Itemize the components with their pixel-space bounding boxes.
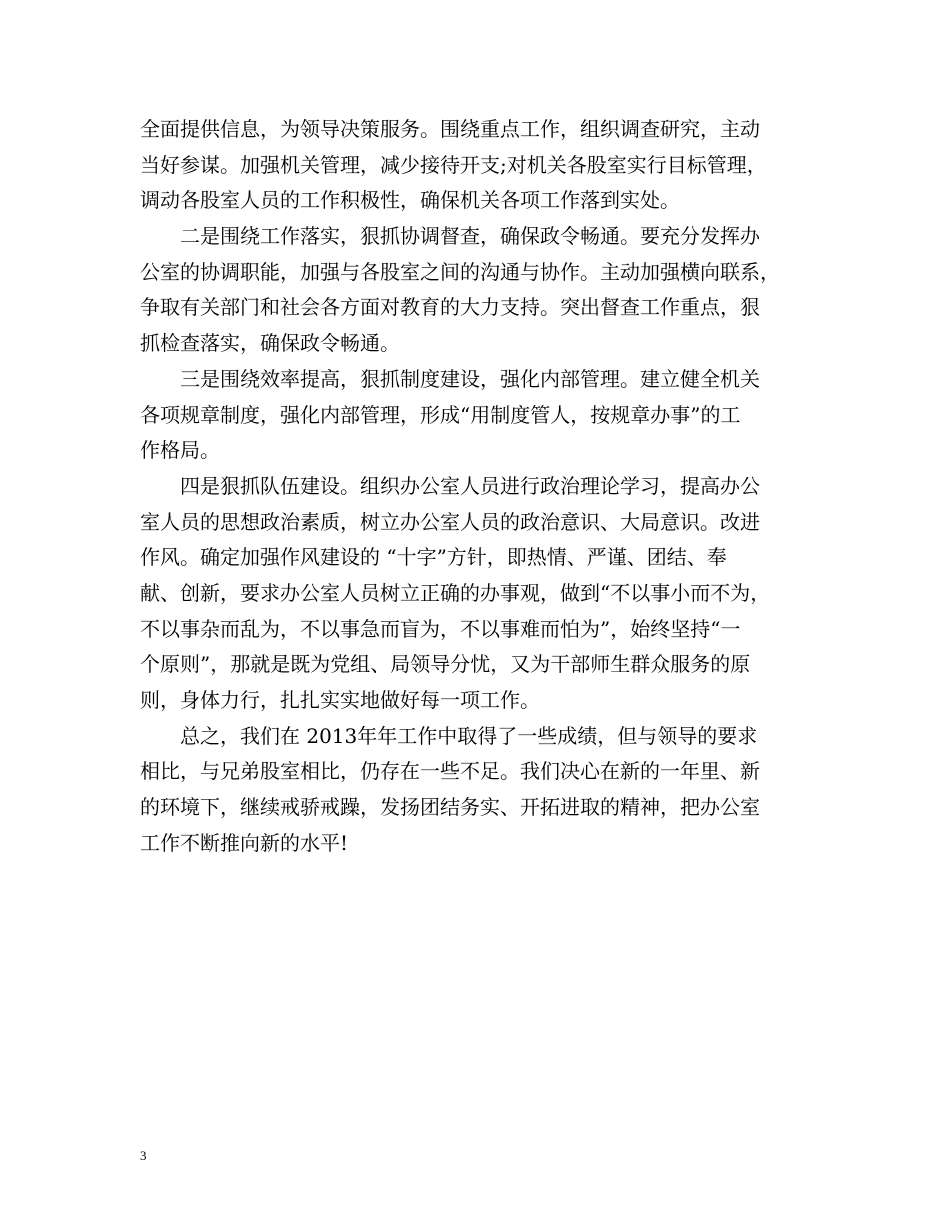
text-line: 工作不断推向新的水平!	[140, 830, 349, 855]
text-line: 献、创新，要求办公室人员树立正确的办事观，做到“不以事小而不为，	[140, 580, 771, 605]
page-number: 3	[140, 1148, 147, 1163]
body-text	[140, 112, 815, 861]
text-line: 则，身体力行，扎扎实实地做好每一项工作。	[140, 688, 540, 712]
text-line: 二是围绕工作落实，狠抓协调督查，确保政令畅通。要充分发挥办	[140, 224, 760, 249]
text-line: 相比，与兄弟股室相比，仍存在一些不足。我们决心在新的一年里、新	[140, 759, 760, 784]
text-line: 四是狠抓队伍建设。组织办公室人员进行政治理论学习，提高办公	[140, 473, 760, 498]
text-line: 争取有关部门和社会各方面对教育的大力支持。突出督查工作重点，狠	[140, 295, 760, 320]
text-line: 不以事杂而乱为，不以事急而盲为，不以事难而怕为”，始终坚持“一	[140, 616, 741, 641]
text-line: 作风。确定加强作风建设的 “十字”方针，即热情、严谨、团结、奉	[140, 545, 727, 570]
text-line: 公室的协调职能，加强与各股室之间的沟通与协作。主动加强横向联系，	[140, 259, 780, 284]
text-line: 作格局。	[140, 438, 220, 463]
text-line: 全面提供信息，为领导决策服务。围绕重点工作，组织调查研究，主动	[140, 117, 760, 141]
text-line: 总之，我们在 2013年年工作中取得了一些成绩，但与领导的要求	[140, 723, 758, 748]
text-line: 各项规章制度，强化内部管理，形成“用制度管人，按规章办事”的工	[140, 402, 741, 427]
text-line: 的环境下，继续戒骄戒躁，发扬团结务实、开拓进取的精神，把办公室	[140, 795, 760, 820]
text-line: 调动各股室人员的工作积极性，确保机关各项工作落到实处。	[140, 188, 680, 213]
text-line: 抓检查落实，确保政令畅通。	[140, 331, 400, 356]
text-line: 三是围绕效率提高，狠抓制度建设，强化内部管理。建立健全机关	[140, 366, 760, 391]
text-line: 室人员的思想政治素质，树立办公室人员的政治意识、大局意识。改进	[140, 509, 760, 534]
text-line: 当好参谋。加强机关管理，减少接待开支;对机关各股室实行目标管理，	[140, 152, 767, 177]
text-line: 个原则”，那就是既为党组、局领导分忧，又为干部师生群众服务的原	[140, 652, 751, 677]
